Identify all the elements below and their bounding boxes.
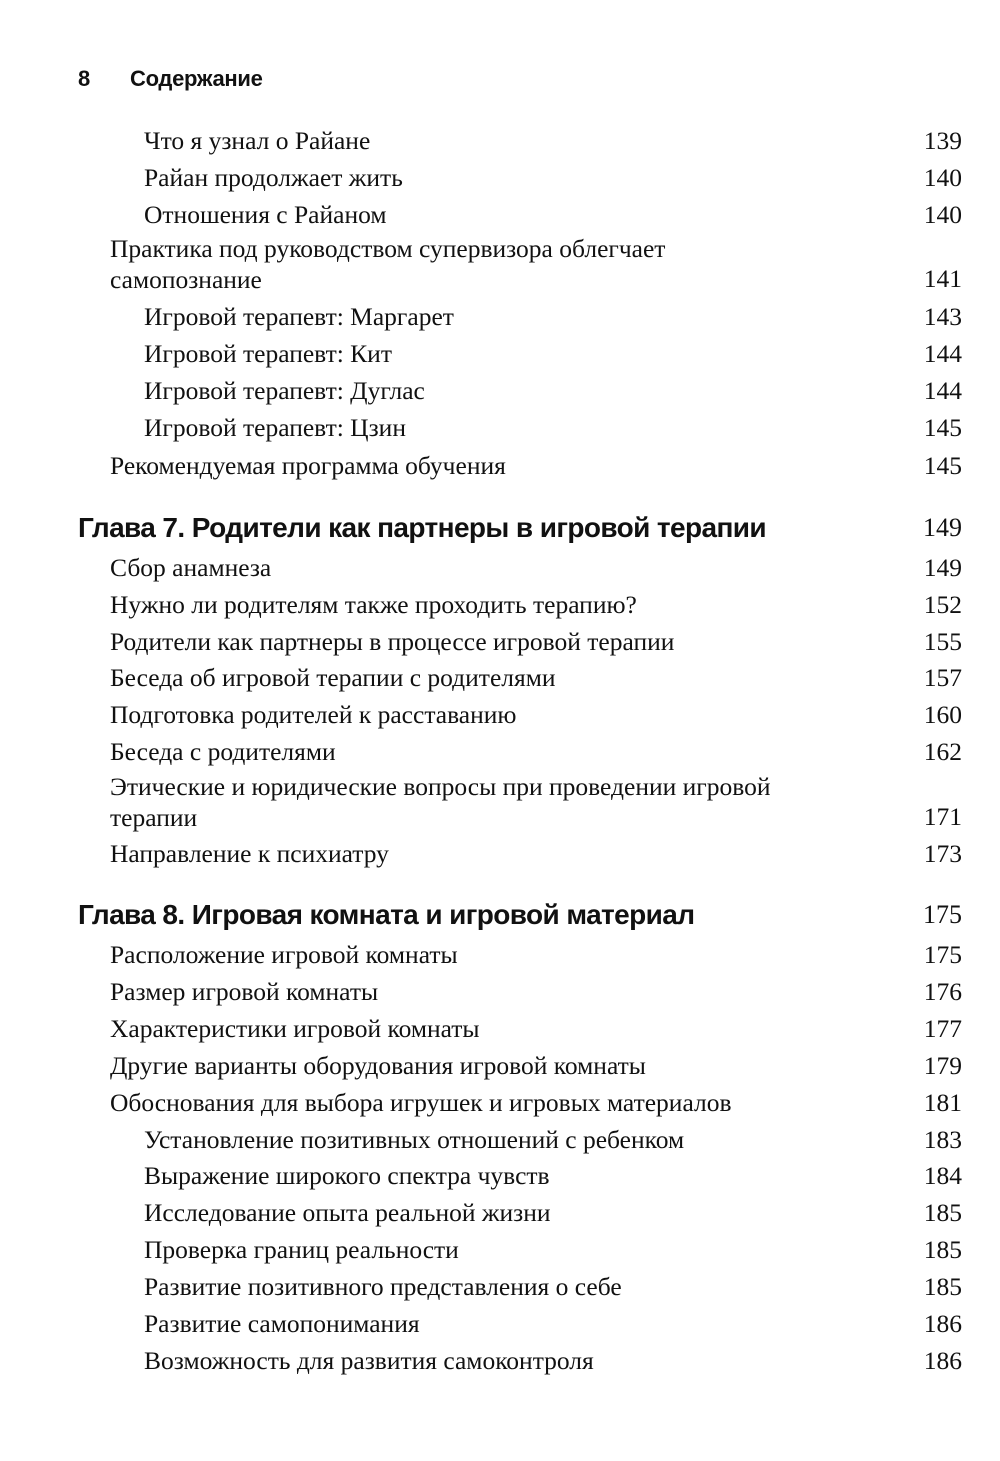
toc-entry-title: Размер игровой комнаты (110, 977, 379, 1006)
toc-entry (0, 339, 1000, 369)
page-number: 8 (78, 66, 90, 91)
toc-entry-page: 181 (923, 1088, 962, 1117)
toc-entry (0, 590, 1000, 620)
toc-entry-page: 175 (923, 940, 962, 969)
toc-entry (0, 663, 1000, 693)
toc-entry (0, 1198, 1000, 1228)
toc-entry-title: Этические и юридические вопросы при проведении игровой терапии (110, 772, 771, 832)
toc-entry-page: 184 (923, 1161, 962, 1190)
toc-entry-page: 140 (923, 200, 962, 229)
toc-entry-page: 185 (923, 1235, 962, 1264)
toc-entry-page: 157 (923, 663, 962, 692)
toc-entry-title: Игровой терапевт: Кит (144, 339, 392, 368)
toc-entry (0, 700, 1000, 730)
toc-entry-title: Выражение широкого спектра чувств (144, 1161, 550, 1190)
running-title: Содержание (130, 66, 263, 91)
toc-entry-title: Беседа об игровой терапии с родителями (110, 663, 556, 692)
chapter-title: Глава 7. Родители как партнеры в игровой терапии (78, 512, 767, 543)
toc-entry-page: 173 (923, 839, 962, 868)
toc-entry-title: Нужно ли родителям также проходить терапию? (110, 590, 637, 619)
toc-entry-title: Беседа с родителями (110, 737, 336, 766)
chapter-heading (0, 513, 1000, 543)
toc-entry-page: 144 (923, 376, 962, 405)
toc-entry (0, 1051, 1000, 1081)
toc-entry (0, 163, 1000, 193)
toc-entry-title: Направление к психиатру (110, 839, 389, 868)
toc-entry-page: 176 (923, 977, 962, 1006)
toc-entry-page: 171 (923, 802, 962, 831)
toc-entry-title: Расположение игровой комнаты (110, 940, 458, 969)
toc-entry-page: 183 (923, 1125, 962, 1154)
toc-entry-page: 144 (923, 339, 962, 368)
toc-entry-title: Исследование опыта реальной жизни (144, 1198, 551, 1227)
toc-entry (0, 1272, 1000, 1302)
toc-entry-title: Сбор анамнеза (110, 553, 272, 582)
toc-entry-page: 152 (923, 590, 962, 619)
toc-entry (0, 771, 1000, 833)
toc-entry-title: Характеристики игровой комнаты (110, 1014, 480, 1043)
toc-entry (0, 1088, 1000, 1118)
toc-entry-title: Рекомендуемая программа обучения (110, 451, 506, 480)
toc-entry-title: Подготовка родителей к расставанию (110, 700, 517, 729)
toc-entry (0, 200, 1000, 230)
toc-entry-page: 162 (923, 737, 962, 766)
toc-entry-title: Установление позитивных отношений с ребенком (144, 1125, 685, 1154)
toc-entry-title: Проверка границ реальности (144, 1235, 459, 1264)
chapter-title: Глава 8. Игровая комната и игровой материал (78, 899, 695, 930)
toc-entry (0, 1125, 1000, 1155)
toc-entry (0, 451, 1000, 481)
toc-entry (0, 126, 1000, 156)
toc-entry-page: 140 (923, 163, 962, 192)
toc-entry-page: 186 (923, 1309, 962, 1338)
toc-entry-title: Развитие самопонимания (144, 1309, 420, 1338)
toc-entry (0, 1235, 1000, 1265)
toc-entry-title: Игровой терапевт: Маргарет (144, 302, 454, 331)
toc-entry-title: Игровой терапевт: Дуглас (144, 376, 425, 405)
toc-entry-title: Обоснования для выбора игрушек и игровых материалов (110, 1088, 732, 1117)
toc-entry-page: 141 (923, 264, 962, 293)
toc-entry-page: 177 (923, 1014, 962, 1043)
chapter-page: 175 (923, 900, 962, 929)
toc-entry-title: Другие варианты оборудования игровой комнаты (110, 1051, 646, 1080)
chapter-heading (0, 900, 1000, 930)
toc-entry (0, 413, 1000, 443)
toc-entry-title: Практика под руководством супервизора облегчает самопознание (110, 234, 666, 294)
toc-entry-title: Родители как партнеры в процессе игровой терапии (110, 627, 675, 656)
toc-entry (0, 940, 1000, 970)
toc-entry (0, 977, 1000, 1007)
toc-entry-title: Что я узнал о Райане (144, 126, 371, 155)
toc-entry-page: 139 (923, 126, 962, 155)
toc-entry (0, 233, 1000, 295)
toc-entry-title: Игровой терапевт: Цзин (144, 413, 406, 442)
toc-entry (0, 376, 1000, 406)
toc-entry-title: Возможность для развития самоконтроля (144, 1346, 594, 1375)
toc-entry (0, 627, 1000, 657)
toc-entry-page: 149 (923, 553, 962, 582)
toc-entry-title: Райан продолжает жить (144, 163, 403, 192)
toc-entry (0, 1346, 1000, 1376)
toc-entry (0, 1161, 1000, 1191)
toc-entry-page: 179 (923, 1051, 962, 1080)
toc-entry (0, 302, 1000, 332)
toc-entry-page: 185 (923, 1198, 962, 1227)
toc-entry-title: Развитие позитивного представления о себе (144, 1272, 622, 1301)
toc-entry-page: 185 (923, 1272, 962, 1301)
toc-entry-page: 155 (923, 627, 962, 656)
toc-entry (0, 737, 1000, 767)
toc-entry (0, 553, 1000, 583)
toc-entry-page: 145 (923, 451, 962, 480)
toc-entry-page: 145 (923, 413, 962, 442)
toc-entry (0, 1014, 1000, 1044)
toc-entry-page: 160 (923, 700, 962, 729)
chapter-page: 149 (923, 513, 962, 542)
toc-entry (0, 1309, 1000, 1339)
toc-entry-page: 186 (923, 1346, 962, 1375)
toc-entry-title: Отношения с Райаном (144, 200, 387, 229)
toc-entry (0, 839, 1000, 869)
toc-entry-page: 143 (923, 302, 962, 331)
